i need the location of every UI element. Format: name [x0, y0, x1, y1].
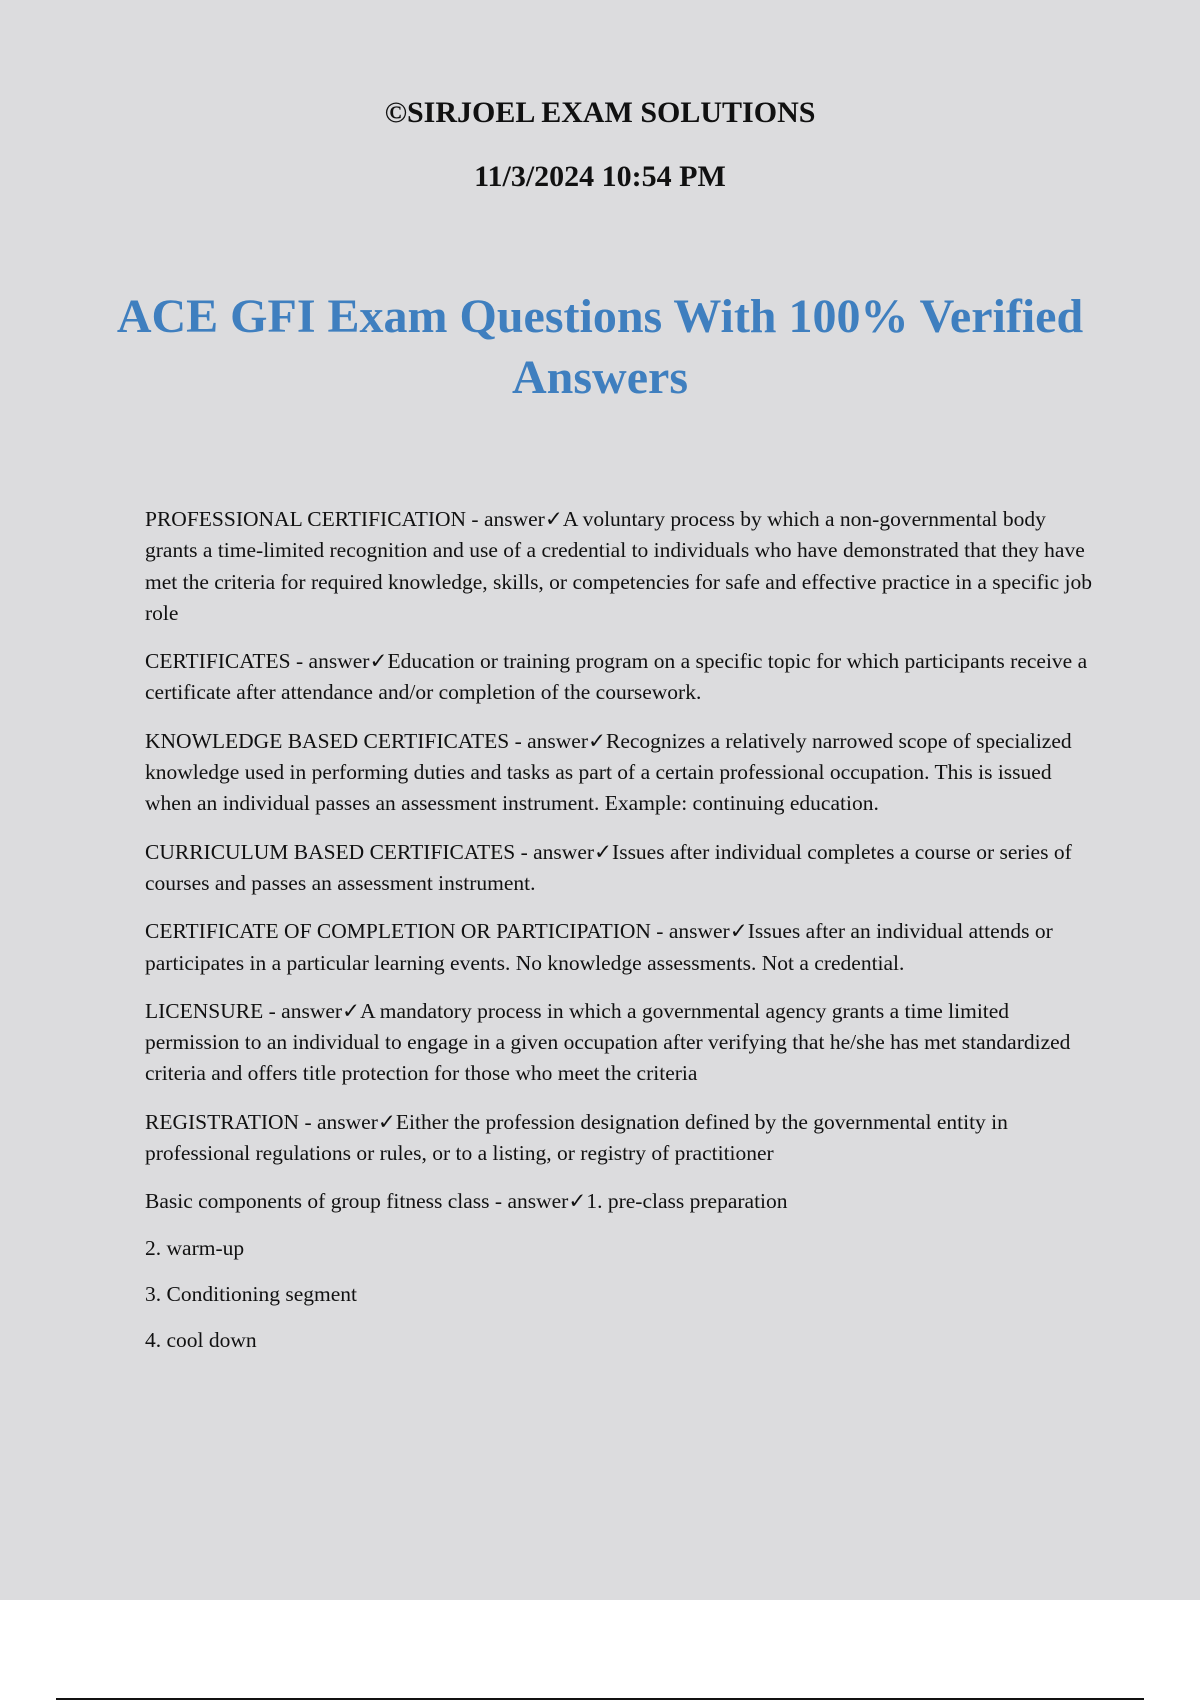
copyright-line: ©SIRJOEL EXAM SOLUTIONS	[384, 96, 816, 129]
list-item-conditioning-segment: 3. Conditioning segment	[145, 1281, 358, 1306]
qa-entry-licensure: LICENSURE - answer✓A mandatory process in which a governmental agency grants a time limited permission to an individual to engage in a given occupation after verifying that he/she has met standardized criteria and offers title protection for those who meet the criteria	[145, 998, 1071, 1086]
qa-entry-professional-certification: PROFESSIONAL CERTIFICATION - answer✓A voluntary process by which a non-governmental body grants a time-limited recognition and use of a credential to individuals who have demonstrated that they have met the criteria for required knowledge, skills, or competencies for safe and effective practice in a specific job role	[145, 507, 1092, 625]
qa-entry-curriculum-based-certificates: CURRICULUM BASED CERTIFICATES - answer✓Issues after individual completes a course or series of courses and passes an assessment instrument.	[145, 839, 1072, 895]
timestamp: 11/3/2024 10:54 PM	[474, 160, 726, 193]
qa-entry-basic-components: Basic components of group fitness class - answer✓1. pre-class preparation	[145, 1189, 788, 1214]
qa-list	[145, 504, 1093, 1372]
qa-entry-knowledge-based-certificates: KNOWLEDGE BASED CERTIFICATES - answer✓Recognizes a relatively narrowed scope of specialized knowledge used in performing duties and tasks as part of a certain professional occupation. This is issued when an individual passes an assessment instrument. Example: continuing education.	[145, 728, 1072, 816]
document-title: ACE GFI Exam Questions With 100% Verified Answers	[116, 290, 1084, 404]
list-item-cool-down: 4. cool down	[145, 1328, 257, 1353]
qa-entry-registration: REGISTRATION - answer✓Either the profession designation defined by the governmental entity in professional regulations or rules, or to a listing, or registry of practitioner	[145, 1109, 1008, 1166]
list-item-warm-up: 2. warm-up	[145, 1235, 245, 1260]
qa-entry-certificates: CERTIFICATES - answer✓Education or training program on a specific topic for which participants receive a certificate after attendance and/or completion of the coursework.	[145, 649, 1088, 705]
qa-entry-certificate-of-completion: CERTIFICATE OF COMPLETION OR PARTICIPATION - answer✓Issues after an individual attends or participates in a particular learning events. No knowledge assessments. Not a credential.	[145, 919, 1053, 975]
